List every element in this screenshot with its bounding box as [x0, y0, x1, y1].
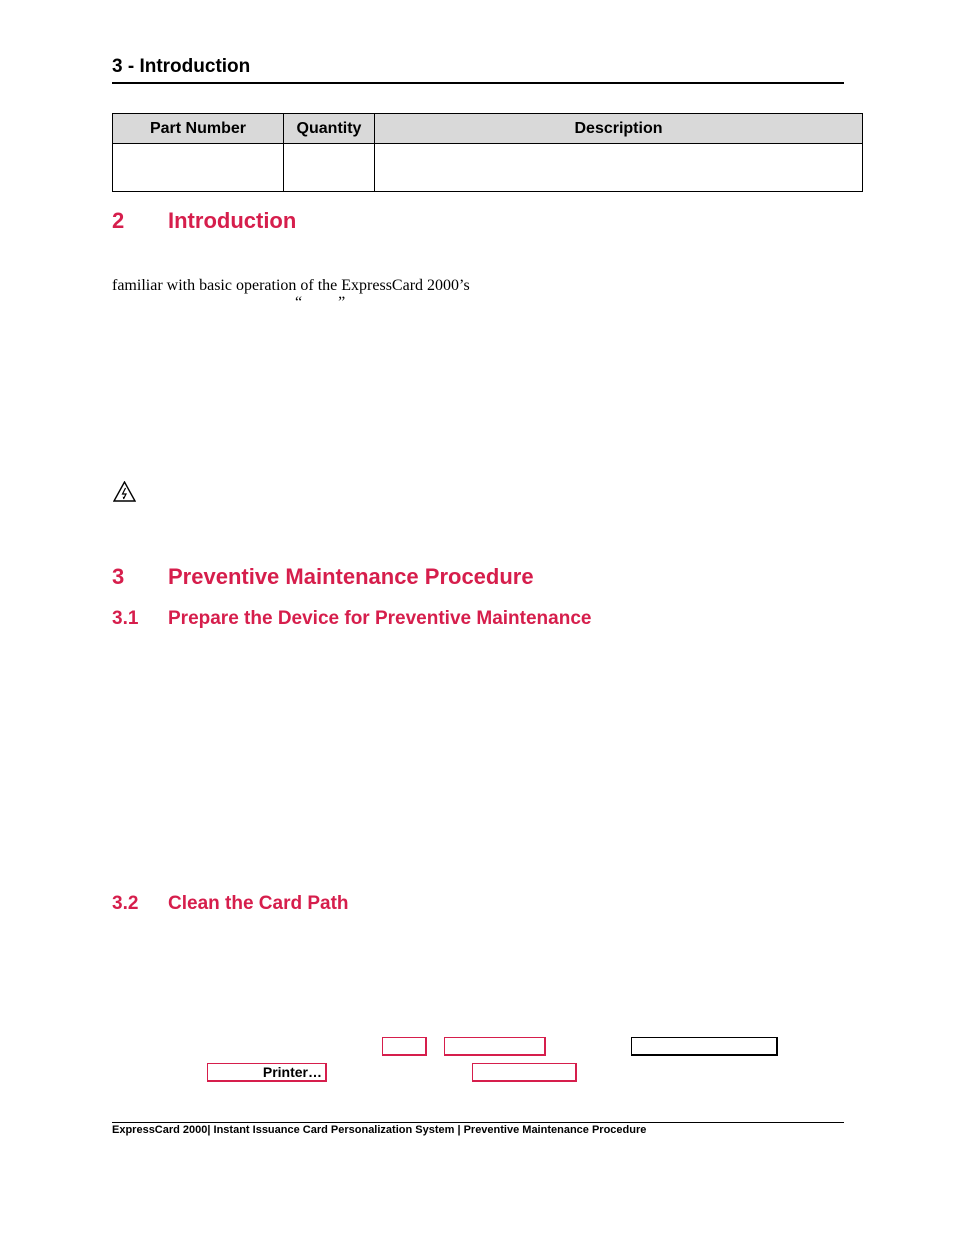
section-title-intro: Introduction: [168, 208, 297, 233]
page-header-title: 3 - Introduction: [112, 56, 251, 77]
section-number-intro: 2: [112, 208, 125, 233]
printer-button[interactable]: Printer…: [207, 1063, 327, 1082]
parts-table: [112, 113, 863, 192]
section-number-clean: 3.2: [112, 893, 139, 914]
high-voltage-warning-icon: [113, 481, 136, 502]
ui-button-reference[interactable]: [631, 1037, 778, 1056]
footer-divider: [112, 1122, 844, 1123]
intro-text-quotes: “ ”: [295, 294, 346, 311]
section-title-pm: Preventive Maintenance Procedure: [168, 564, 534, 589]
section-title-clean: Clean the Card Path: [168, 893, 349, 914]
section-number-pm: 3: [112, 564, 125, 589]
table-cell: [113, 144, 284, 192]
intro-text-line: familiar with basic operation of the ExpressCard 2000’s: [112, 277, 470, 294]
page-footer: ExpressCard 2000| Instant Issuance Card Personalization System | Preventive Maintenance Procedure: [112, 1124, 647, 1136]
section-title-prepare: Prepare the Device for Preventive Maintenance: [168, 608, 592, 629]
column-header-part-number: Part Number: [113, 114, 284, 144]
ui-button-reference[interactable]: [382, 1037, 427, 1056]
header-divider: [112, 82, 844, 84]
section-number-prepare: 3.1: [112, 608, 139, 629]
table-cell: [375, 144, 863, 192]
table-header-row: [113, 114, 863, 144]
column-header-quantity: Quantity: [284, 114, 375, 144]
table-row: [113, 144, 863, 192]
ui-button-reference[interactable]: [444, 1037, 546, 1056]
ui-button-reference[interactable]: [472, 1063, 577, 1082]
column-header-description: Description: [375, 114, 863, 144]
table-cell: [284, 144, 375, 192]
